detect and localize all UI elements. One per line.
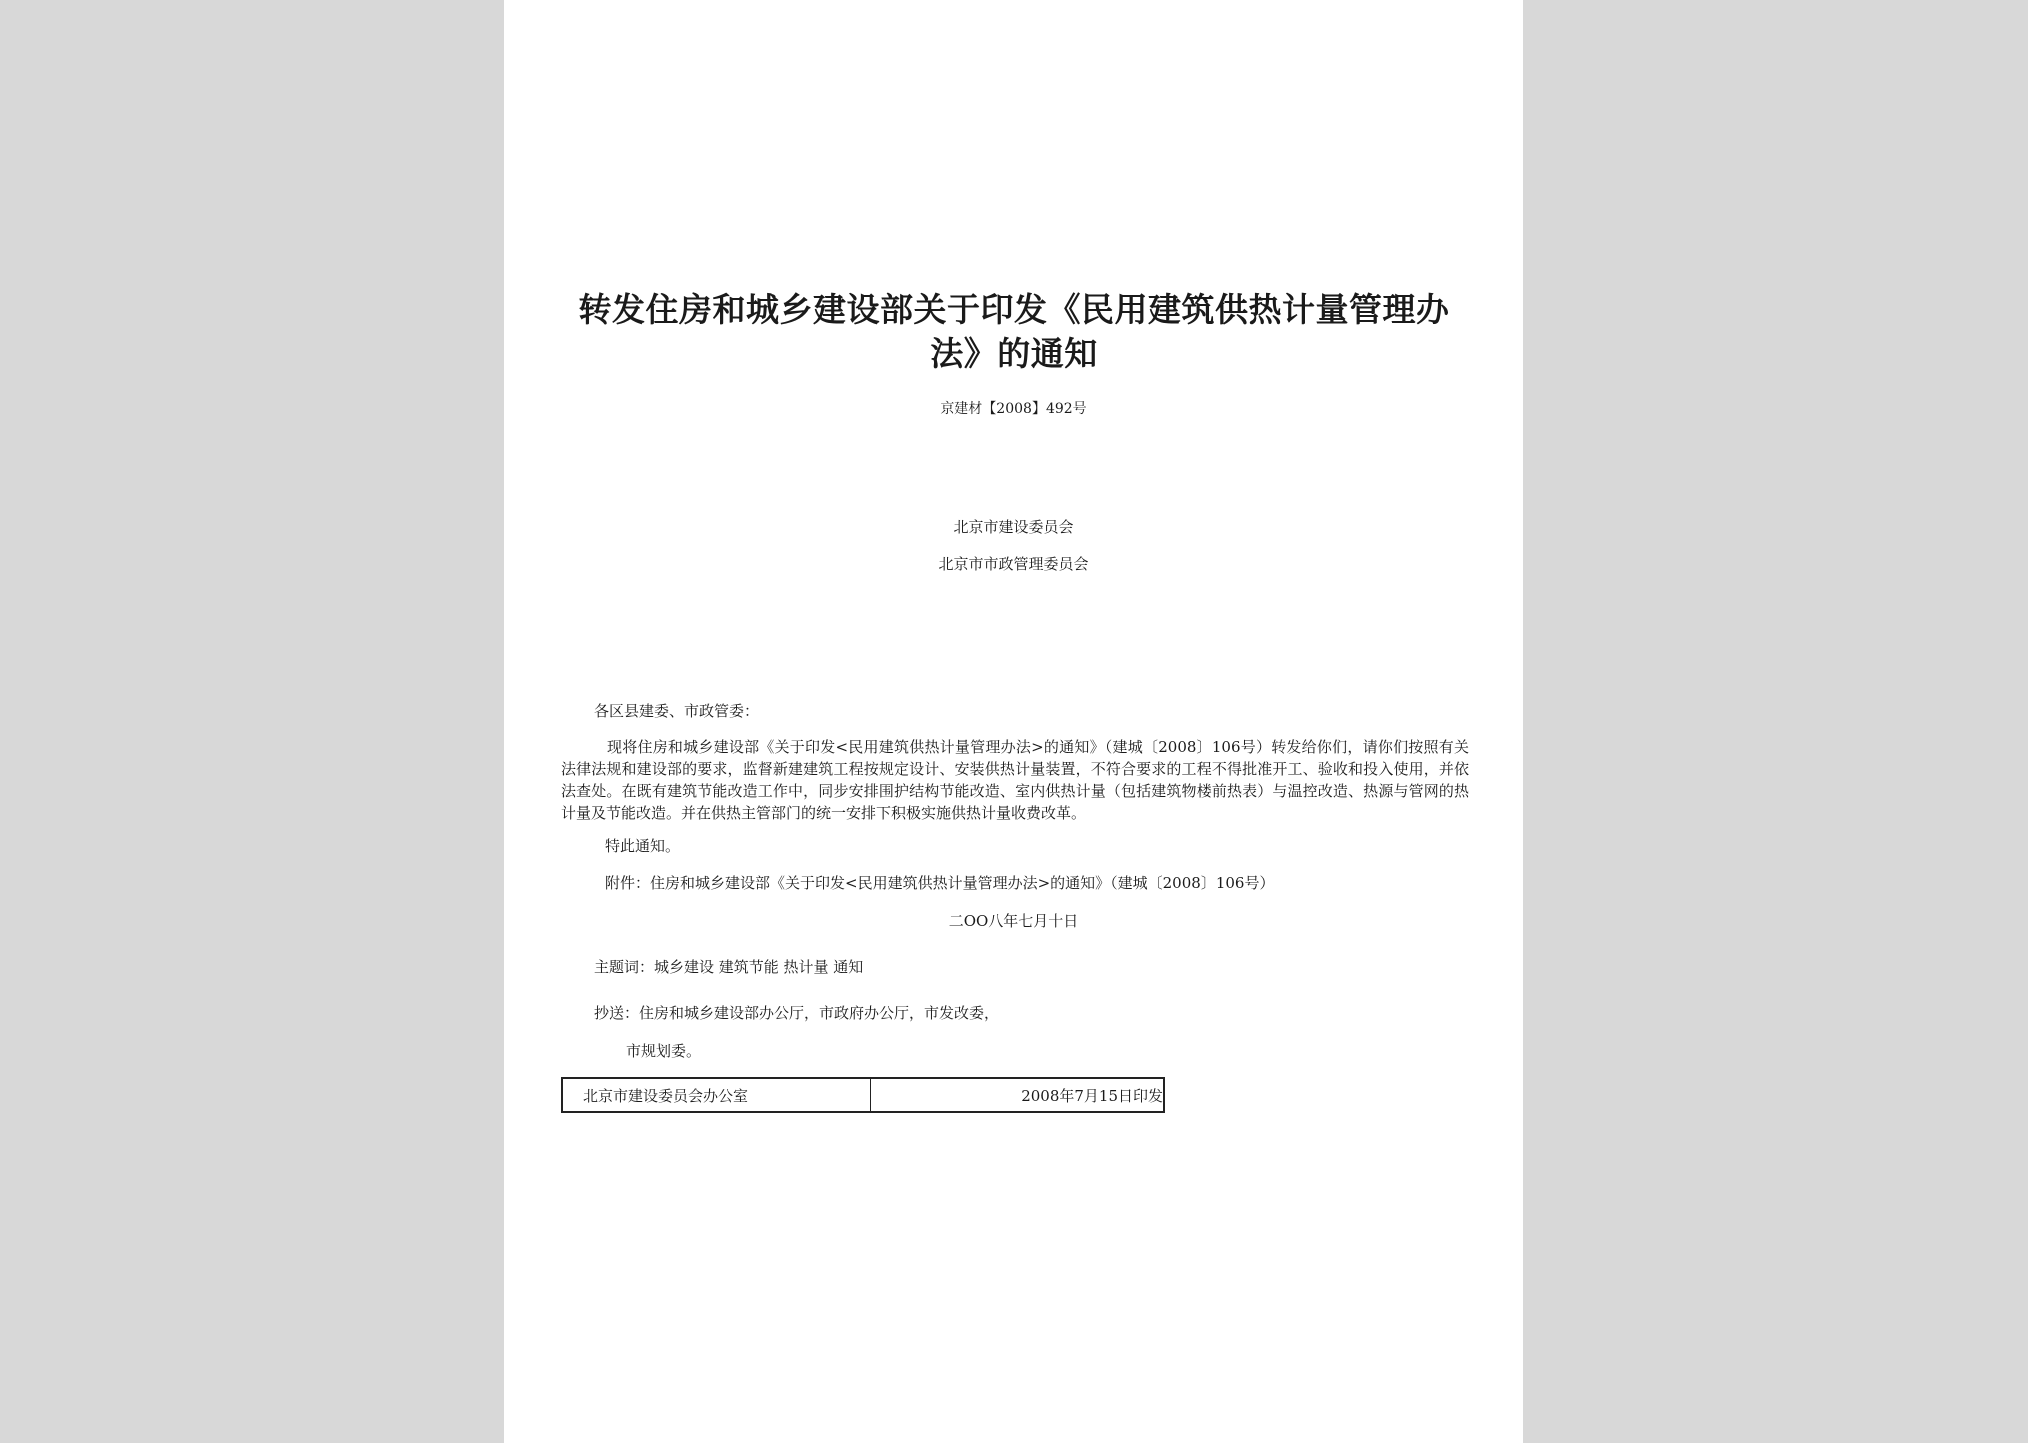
- footer-office: 北京市建设委员会办公室: [563, 1079, 871, 1111]
- attachment-line: 附件：住房和城乡建设部《关于印发<民用建筑供热计量管理办法>的通知》（建城〔2008〕106号）: [605, 874, 1275, 892]
- issuer-construction-committee: 北京市建设委员会: [953, 518, 1074, 536]
- issuer-municipal-committee: 北京市市政管理委员会: [938, 555, 1089, 573]
- body-paragraph: 现将住房和城乡建设部《关于印发<民用建筑供热计量管理办法>的通知》（建城〔2008〕106号）转发给你们，请你们按照有关法律法规和建设部的要求，监督新建建筑工程按规定设计、安装供热计量装置，不符合要求的工程不得批准开工、验收和投入使用，并依法查处。在既有建筑节能改造工作中，同步安排围护结构节能改造、室内供热计量（包括建筑物楼前热表）与温控改造、热源与管网的热计量及节能改造。并在供热主管部门的统一安排下积极实施供热计量收费改革。: [561, 738, 1469, 822]
- footer-issue-date: 2008年7月15日印发: [1021, 1086, 1163, 1105]
- cc-line-2: 市规划委。: [626, 1042, 702, 1060]
- document-date: 二OO八年七月十日: [948, 912, 1079, 930]
- document-title: 转发住房和城乡建设部关于印发《民用建筑供热计量管理办法》的通知: [578, 290, 1450, 373]
- document-page: [504, 0, 1523, 1443]
- document-number: 京建材【2008】492号: [940, 401, 1087, 417]
- issuance-footer-table: [561, 1077, 1165, 1113]
- closing-line: 特此通知。: [605, 837, 681, 855]
- subject-keywords: 主题词：城乡建设 建筑节能 热计量 通知: [594, 958, 864, 976]
- recipient-line: 各区县建委、市政管委：: [594, 702, 760, 720]
- cc-line-1: 抄送：住房和城乡建设部办公厅，市政府办公厅，市发改委，: [594, 1004, 1000, 1022]
